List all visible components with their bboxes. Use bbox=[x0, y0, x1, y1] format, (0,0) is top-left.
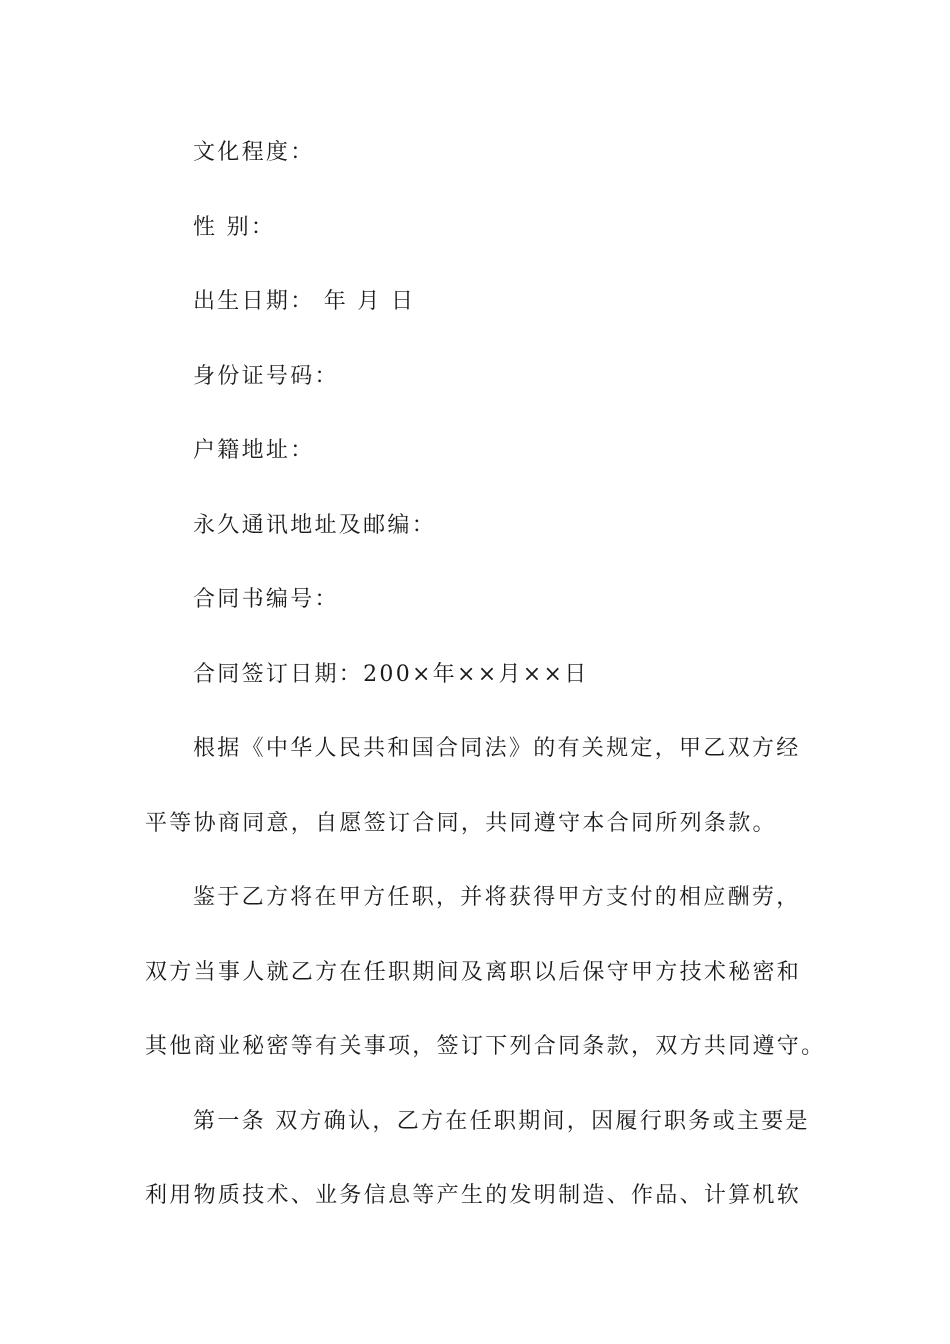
field-permanent-address: 永久通讯地址及邮编： bbox=[193, 512, 437, 538]
field-contract-date: 合同签订日期：200×年××月××日 bbox=[193, 661, 589, 687]
paragraph-line: 鉴于乙方将在甲方任职，并将获得甲方支付的相应酬劳， bbox=[193, 885, 801, 910]
field-id-number: 身份证号码： bbox=[193, 363, 339, 389]
paragraph-line: 平等协商同意，自愿签订合同，共同遵守本合同所列条款。 bbox=[145, 810, 777, 836]
field-education: 文化程度： bbox=[193, 140, 315, 165]
article-one-line: 利用物质技术、业务信息等产生的发明制造、作品、计算机软 bbox=[145, 1183, 802, 1208]
document-body bbox=[145, 128, 826, 1246]
article-one-line: 第一条 双方确认，乙方在任职期间，因履行职务或主要是 bbox=[193, 1108, 810, 1134]
paragraph-line: 其他商业秘密等有关事项，签订下列合同条款，双方共同遵守。 bbox=[145, 1034, 826, 1059]
field-contract-number: 合同书编号： bbox=[193, 587, 339, 612]
field-birth-date: 出生日期： 年 月 日 bbox=[193, 289, 416, 314]
paragraph-line: 双方当事人就乙方在任职期间及离职以后保守甲方技术秘密和 bbox=[145, 959, 802, 985]
paragraph-line: 根据《中华人民共和国合同法》的有关规定，甲乙双方经 bbox=[193, 736, 801, 761]
field-household-address: 户籍地址： bbox=[193, 438, 315, 463]
field-gender: 性 别： bbox=[193, 214, 276, 240]
